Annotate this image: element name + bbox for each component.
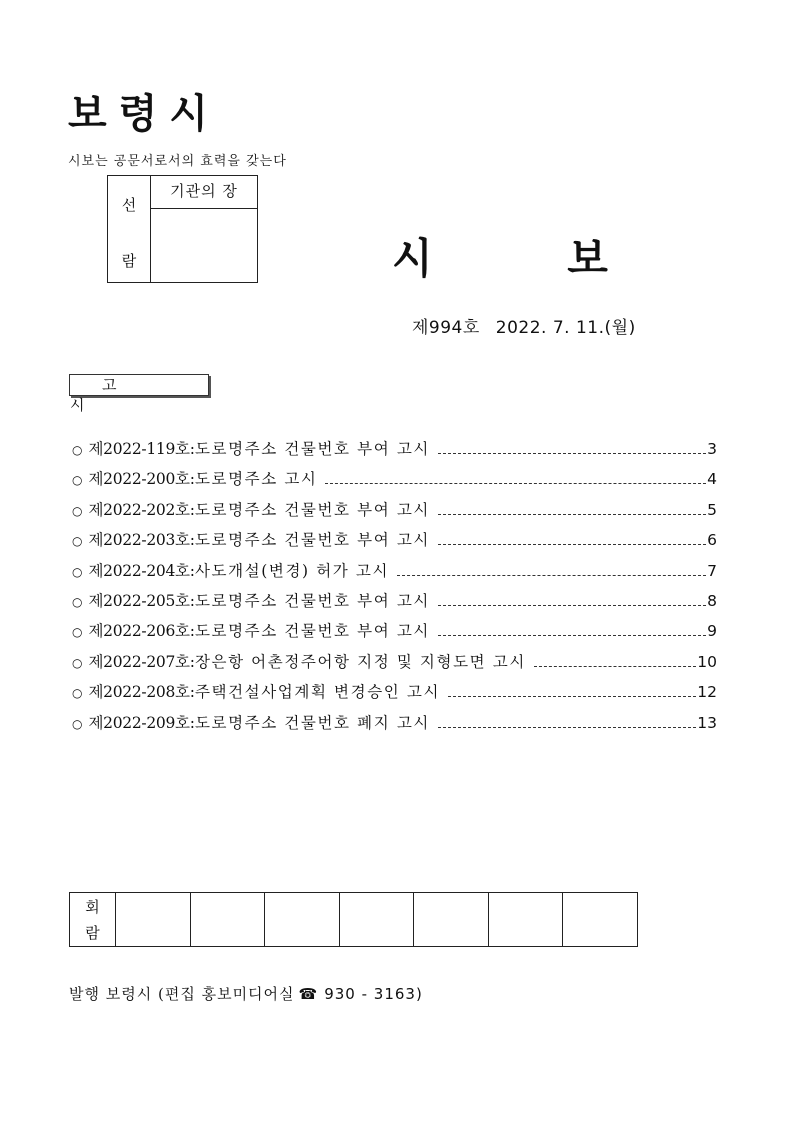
toc-number: 제2022-205호: [88, 591, 190, 610]
toc-page: 3: [707, 440, 717, 458]
toc-number: 제2022-119호: [88, 440, 190, 458]
toc-number: 제2022-204호: [88, 561, 190, 580]
toc-leader: [438, 453, 706, 454]
subtitle: 시보는 공문서로서의 효력을 갖는다: [68, 154, 287, 169]
toc-separator: :: [189, 622, 195, 641]
toc-title: 도로명주소 건물번호 폐지 고시: [194, 713, 430, 732]
toc-page: 13: [697, 713, 717, 732]
issue-date: 2022. 7. 11.(월): [495, 318, 636, 338]
toc-item[interactable]: [72, 498, 717, 528]
toc-leader: [438, 727, 696, 728]
approval-side-label: [108, 176, 151, 282]
toc-leader: [438, 635, 706, 636]
phone-icon: ☎: [298, 985, 319, 1003]
toc-leader: [438, 544, 706, 545]
circulation-cell: [116, 893, 191, 946]
approval-side-top: 선: [121, 196, 137, 214]
bullet-icon: ○: [72, 443, 83, 457]
circulation-side-top: 회: [85, 897, 100, 916]
bullet-icon: ○: [72, 564, 83, 579]
section-label: 고 시: [69, 374, 209, 396]
circulation-cell: [191, 893, 266, 946]
issue-line: [412, 313, 636, 338]
bullet-icon: ○: [72, 686, 83, 701]
approval-sign-area: [151, 209, 257, 282]
toc-title: 도로명주소 건물번호 부여 고시: [194, 591, 430, 610]
phone-number: 930 - 3163): [324, 985, 423, 1003]
toc-page: 10: [697, 652, 717, 671]
bullet-icon: ○: [72, 473, 83, 488]
toc-leader: [397, 575, 706, 576]
toc-page: 5: [707, 500, 717, 519]
toc-separator: :: [189, 683, 195, 702]
toc-leader: [438, 514, 706, 515]
toc-page: 4: [707, 470, 717, 489]
toc-number: 제2022-208호: [88, 683, 190, 702]
toc-page: 9: [707, 622, 717, 641]
toc-separator: :: [189, 561, 195, 580]
toc-number: 제2022-202호: [88, 500, 190, 519]
table-of-contents: [72, 437, 717, 741]
circulation-cell: [563, 893, 637, 946]
approval-side-bottom: 람: [121, 252, 137, 270]
toc-leader: [438, 605, 706, 606]
bulletin-title: 시 보: [392, 234, 668, 283]
toc-number: 제2022-200호: [88, 470, 190, 489]
toc-page: 8: [707, 591, 717, 610]
toc-title: 장은항 어촌정주어항 지정 및 지형도면 고시: [194, 652, 526, 671]
toc-title: 도로명주소 건물번호 부여 고시: [194, 500, 430, 519]
toc-item[interactable]: [72, 467, 717, 497]
issue-number: 제994호: [412, 318, 480, 338]
toc-item[interactable]: [72, 650, 717, 680]
toc-number: 제2022-203호: [88, 531, 190, 550]
toc-title: 주택건설사업계획 변경승인 고시: [194, 683, 441, 702]
publisher-line: [69, 983, 423, 1004]
toc-separator: :: [189, 713, 195, 732]
toc-number: 제2022-209호: [88, 713, 190, 732]
toc-separator: :: [189, 500, 195, 519]
toc-page: 6: [707, 531, 717, 550]
toc-separator: :: [189, 470, 195, 489]
toc-item[interactable]: [72, 680, 717, 710]
circulation-box: [69, 892, 638, 947]
toc-title: 사도개설(변경) 허가 고시: [194, 561, 390, 580]
circulation-cell: [414, 893, 489, 946]
toc-separator: :: [189, 591, 195, 610]
circulation-side-bottom: 람: [85, 924, 100, 943]
toc-item[interactable]: [72, 711, 717, 741]
city-title: 보령시: [68, 91, 220, 137]
bullet-icon: ○: [72, 594, 83, 609]
toc-item[interactable]: [72, 589, 717, 619]
toc-separator: :: [189, 652, 195, 671]
circulation-cell: [489, 893, 564, 946]
circulation-cell: [265, 893, 340, 946]
circulation-side-label: [70, 893, 116, 946]
toc-title: 도로명주소 건물번호 부여 고시: [194, 622, 430, 641]
toc-item[interactable]: [72, 559, 717, 589]
toc-title: 도로명주소 고시: [194, 470, 318, 489]
bullet-icon: ○: [72, 503, 83, 518]
bullet-icon: ○: [72, 534, 83, 549]
approval-head: 기관의 장: [151, 176, 257, 209]
toc-item[interactable]: [72, 528, 717, 558]
toc-number: 제2022-207호: [88, 652, 190, 671]
toc-page: 12: [697, 683, 717, 702]
toc-item[interactable]: [72, 619, 717, 649]
toc-leader: [448, 696, 696, 697]
toc-number: 제2022-206호: [88, 622, 190, 641]
toc-separator: :: [189, 440, 195, 458]
toc-leader: [534, 666, 696, 667]
toc-leader: [325, 483, 706, 484]
bullet-icon: ○: [72, 716, 83, 731]
toc-item[interactable]: [72, 437, 717, 467]
toc-title: 도로명주소 건물번호 부여 고시: [194, 531, 430, 550]
toc-title: 도로명주소 건물번호 부여 고시: [194, 440, 430, 458]
bullet-icon: ○: [72, 655, 83, 670]
bullet-icon: ○: [72, 625, 83, 640]
publisher-text: 발행 보령시 (편집 홍보미디어실: [69, 985, 295, 1003]
toc-separator: :: [189, 531, 195, 550]
toc-page: 7: [707, 561, 717, 580]
circulation-cell: [340, 893, 415, 946]
approval-box: [107, 175, 258, 283]
